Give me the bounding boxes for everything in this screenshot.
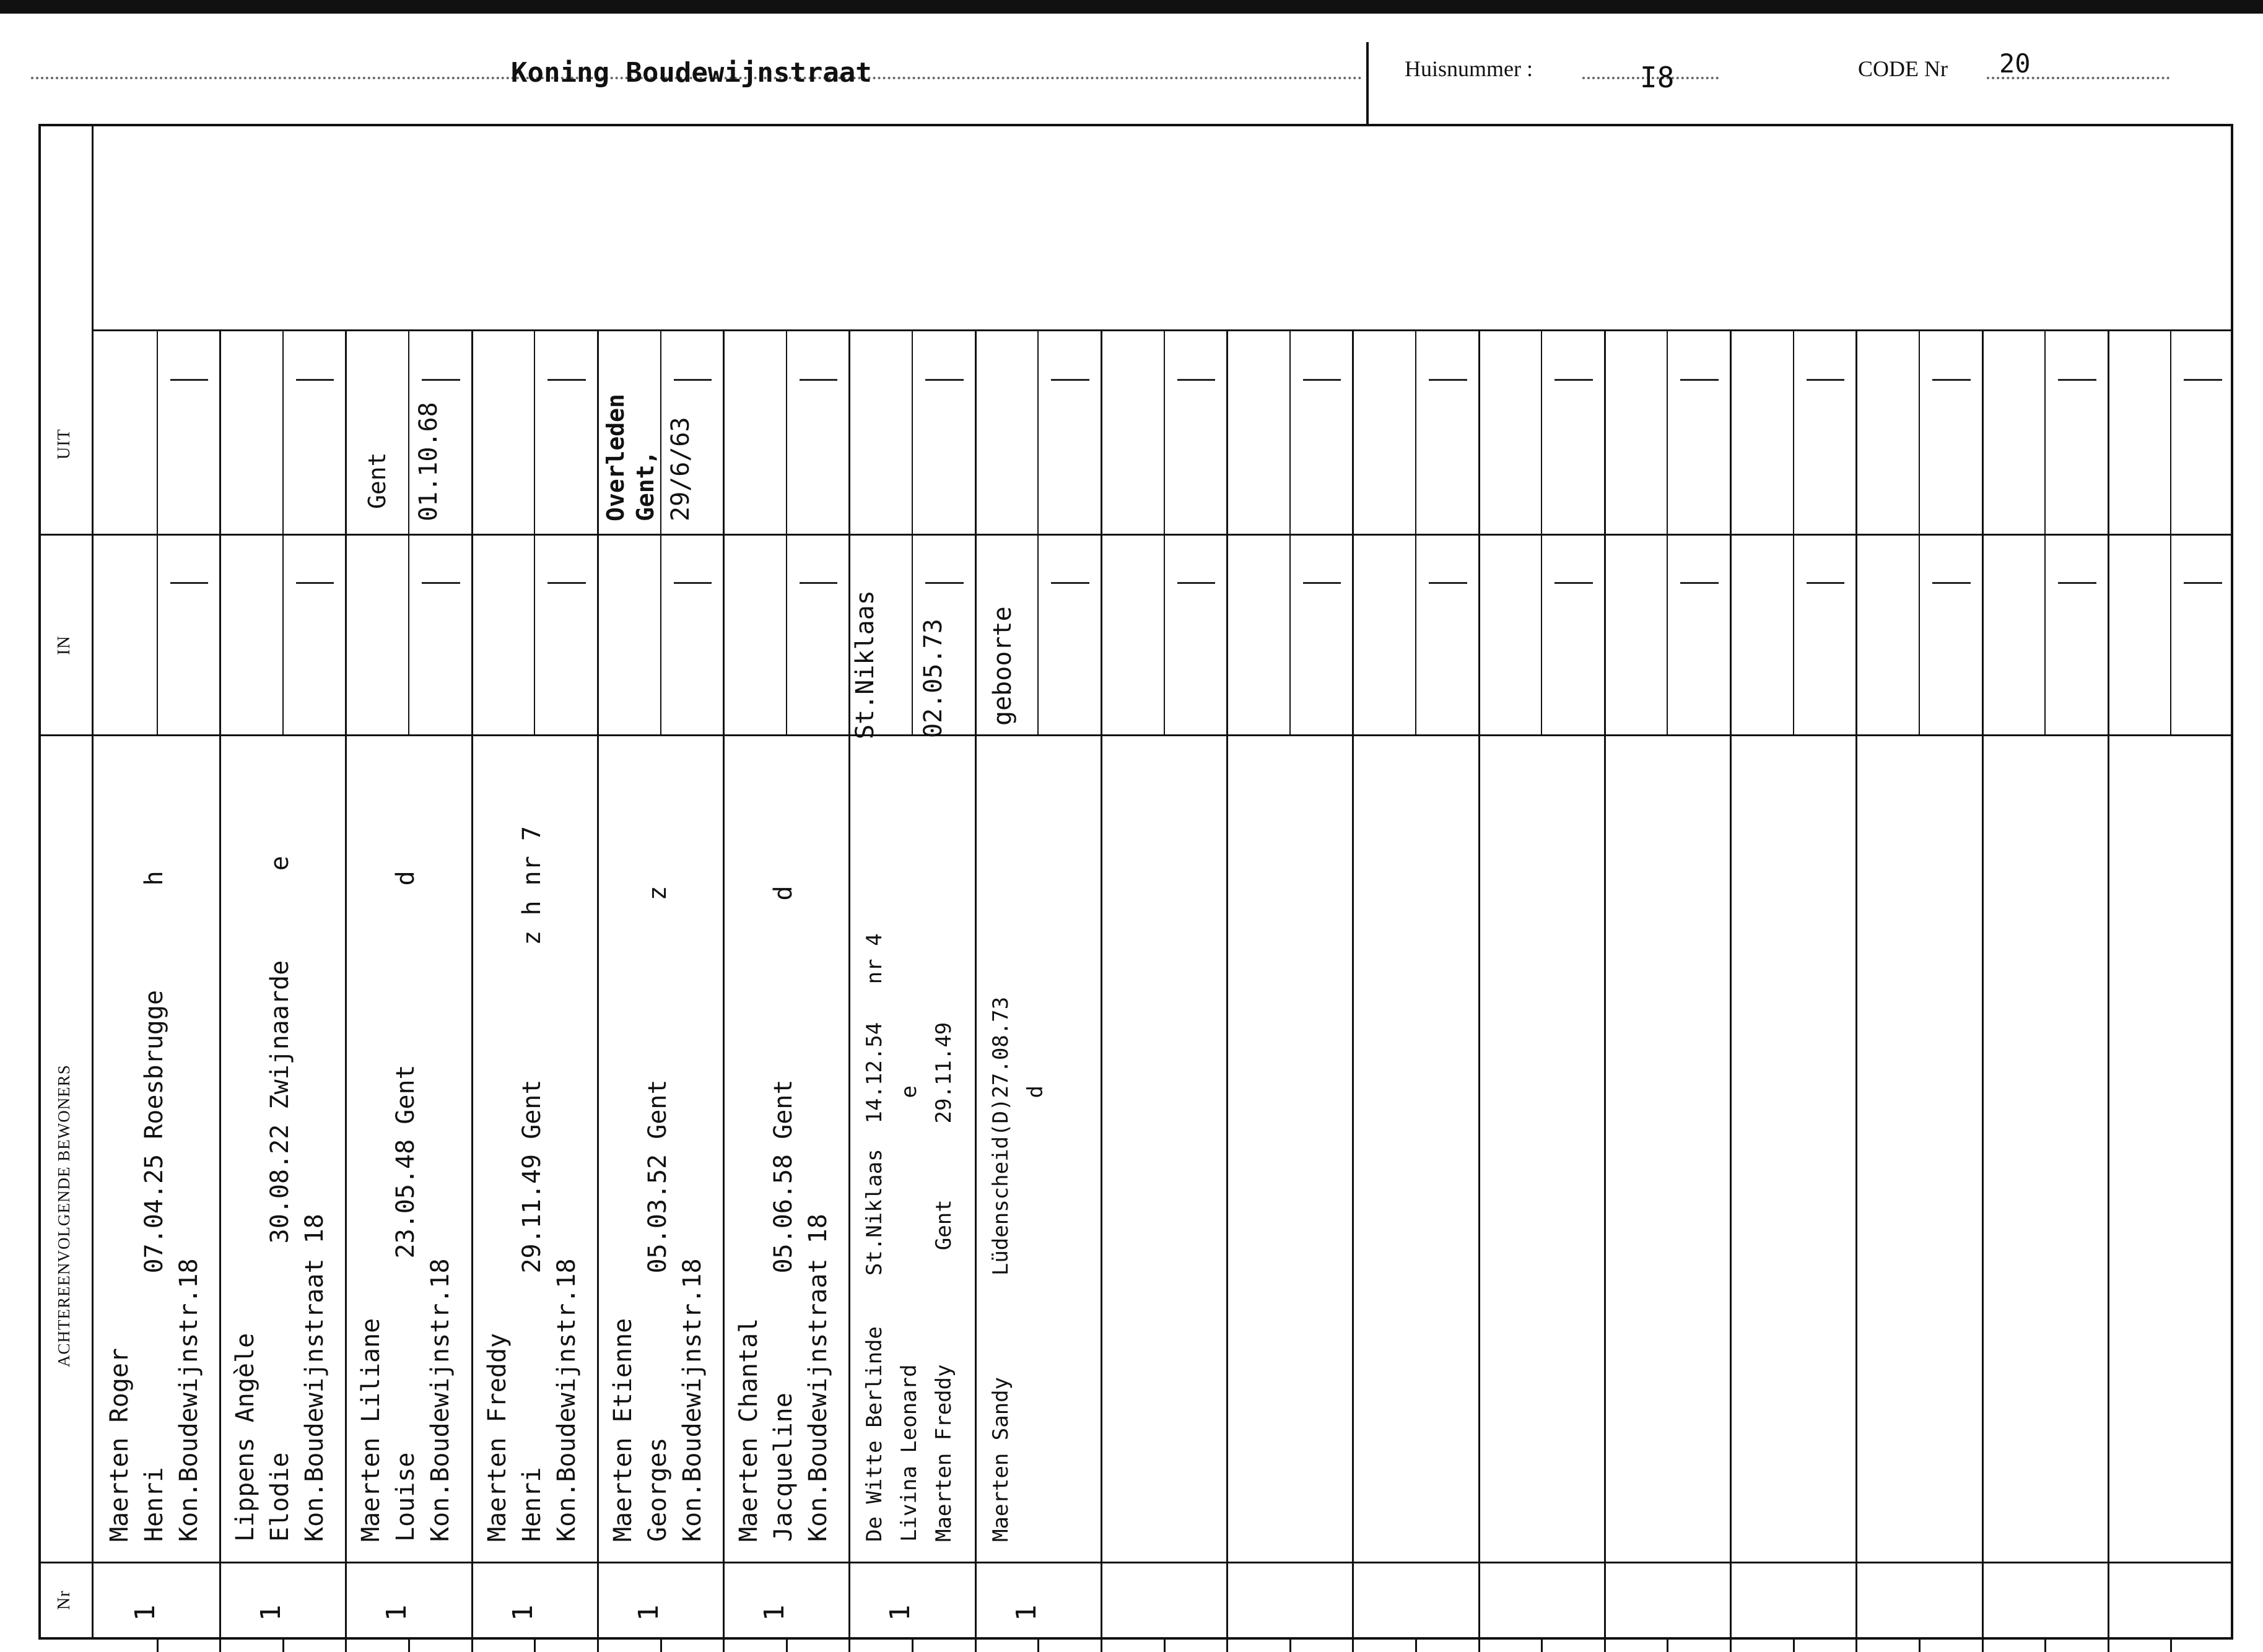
uit-dash (2184, 379, 2222, 381)
resident-line: Maerten Roger (105, 1347, 134, 1542)
resident-line: Livina Leonard e (897, 1085, 922, 1542)
nr-value: 1 (129, 1604, 161, 1621)
in-sub-divider (408, 536, 409, 734)
resident-line: d (1022, 1085, 1048, 1542)
in-sub-divider (282, 536, 284, 734)
in-sub-divider (1037, 536, 1039, 734)
uit-dash (170, 379, 209, 381)
column-divider (1855, 331, 1857, 1637)
uit-sub-divider (1415, 331, 1416, 534)
uit-in-separator (38, 534, 2233, 536)
column-divider (345, 331, 347, 1637)
column-divider (471, 331, 473, 1637)
resident-line: Maerten Freddy Gent 29.11.49 (931, 1022, 957, 1542)
uit-dash (1680, 379, 1719, 381)
resident-line: Kon.Boudewijnstraat 18 (804, 1214, 833, 1542)
bottom-tick (848, 1637, 850, 1652)
in-dash (547, 582, 586, 584)
in-sub-divider (2170, 536, 2171, 734)
bottom-tick (723, 1637, 725, 1652)
resident-line: Kon.Boudewijnstr.18 (175, 1258, 203, 1542)
bottom-tick (2044, 1637, 2046, 1652)
in-sub-divider (660, 536, 661, 734)
uit-dash (1429, 379, 1467, 381)
uit-dash (1303, 379, 1341, 381)
resident-line: Kon.Boudewijnstr.18 (678, 1258, 707, 1542)
bottom-tick (1037, 1637, 1039, 1652)
bottom-tick (345, 1637, 347, 1652)
uit-sub-divider (912, 331, 913, 534)
nr-value: 1 (507, 1604, 539, 1621)
in-dash (2058, 582, 2096, 584)
bottom-tick (1855, 1637, 1857, 1652)
in-dash (2184, 582, 2222, 584)
bottom-tick (1478, 1637, 1480, 1652)
uit-sub-divider (1037, 331, 1039, 534)
in-label: IN (55, 635, 74, 655)
resident-line: Kon.Boudewijnstr.18 (426, 1258, 455, 1542)
in-place: geboorte (988, 606, 1017, 726)
column-divider (1982, 331, 1984, 1637)
resident-line: Maerten Etienne (608, 1318, 637, 1542)
uit-dash (422, 379, 460, 381)
in-sub-divider (1164, 536, 1165, 734)
resident-line: Kon.Boudewijnstr.18 (552, 1258, 581, 1542)
bottom-tick (2108, 1637, 2109, 1652)
bottom-tick (1982, 1637, 1984, 1652)
code-label: CODE Nr (1858, 56, 1948, 81)
column-divider (219, 331, 221, 1637)
resident-line: Maerten Chantal (735, 1318, 764, 1542)
bottom-tick (1226, 1637, 1228, 1652)
bottom-tick (1919, 1637, 1921, 1652)
bottom-tick (1352, 1637, 1354, 1652)
in-sub-divider (912, 536, 913, 734)
in-dash (674, 582, 712, 584)
uit-sub-divider (1667, 331, 1668, 534)
top-border (0, 0, 2263, 14)
nr-value: 1 (884, 1604, 917, 1621)
column-divider (597, 331, 599, 1637)
bottom-tick (1289, 1637, 1291, 1652)
bottom-tick (534, 1637, 536, 1652)
in-dash (422, 582, 460, 584)
uit-dash (1051, 379, 1089, 381)
in-residents-separator (38, 734, 2233, 736)
nr-value: 1 (1010, 1604, 1042, 1621)
in-sub-divider (1667, 536, 1668, 734)
resident-line: Louise 23.05.48 Gent d (391, 871, 421, 1542)
bottom-tick (408, 1637, 410, 1652)
uit-dash (1932, 379, 1971, 381)
in-dash (1554, 582, 1593, 584)
uit-dash (296, 379, 334, 381)
uit-label: UIT (55, 428, 74, 459)
uit-dash (925, 379, 964, 381)
uit-sub-divider (534, 331, 535, 534)
in-dash (1051, 582, 1089, 584)
uit-sub-divider (1919, 331, 1920, 534)
in-sub-divider (1415, 536, 1416, 734)
uit-sub-divider (1541, 331, 1542, 534)
house-number: I8 (1640, 61, 1675, 94)
in-dash (170, 582, 209, 584)
column-divider (2108, 331, 2109, 1637)
uit-sub-divider (2170, 331, 2171, 534)
bottom-tick (2170, 1637, 2172, 1652)
uit-dash (2058, 379, 2096, 381)
bottom-tick (1164, 1637, 1166, 1652)
in-place: St.Niklaas (851, 590, 880, 739)
nr-value: 1 (632, 1604, 665, 1621)
bottom-tick (1604, 1637, 1606, 1652)
in-dash (1303, 582, 1341, 584)
uit-sub-divider (786, 331, 787, 534)
bottom-tick (1101, 1637, 1102, 1652)
in-date: 02.05.73 (919, 619, 948, 738)
in-sub-divider (157, 536, 158, 734)
uit-place: Overleden Gent, (601, 394, 659, 521)
uit-date: 29/6/63 (666, 417, 695, 521)
uit-dash (547, 379, 586, 381)
resident-line: Lippens Angèle (231, 1332, 260, 1542)
uit-dash (800, 379, 838, 381)
residents-nr-separator (38, 1562, 2233, 1563)
bottom-tick (912, 1637, 913, 1652)
bottom-tick (975, 1637, 977, 1652)
uit-dash (1807, 379, 1845, 381)
column-divider (975, 331, 977, 1637)
in-sub-divider (534, 536, 535, 734)
column-divider (1604, 331, 1606, 1637)
bottom-tick (157, 1637, 159, 1652)
in-sub-divider (1289, 536, 1291, 734)
bottom-tick (282, 1637, 284, 1652)
resident-line: De Witte Berlinde St.Niklaas 14.12.54 nr 4 (862, 933, 887, 1542)
header-divider (1366, 42, 1369, 124)
code-number: 20 (1999, 48, 2031, 79)
in-dash (1177, 582, 1216, 584)
column-divider (1478, 331, 1480, 1637)
resident-line: Henri 07.04.25 Roesbrugge h (140, 871, 168, 1542)
in-dash (1429, 582, 1467, 584)
uit-sub-divider (1164, 331, 1165, 534)
column-divider (1730, 331, 1732, 1637)
column-divider (723, 331, 725, 1637)
in-dash (1680, 582, 1719, 584)
bottom-tick (660, 1637, 662, 1652)
uit-place: Gent (364, 452, 391, 509)
uit-sub-divider (157, 331, 158, 534)
uit-sub-divider (282, 331, 284, 534)
bottom-tick (1793, 1637, 1795, 1652)
resident-line: Maerten Freddy (482, 1332, 512, 1542)
resident-line: Georges 05.03.52 Gent z (643, 885, 672, 1542)
in-dash (1807, 582, 1845, 584)
residents-label: ACHTEREENVOLGENDE BEWONERS (55, 1064, 73, 1367)
uit-date: 01.10.68 (414, 402, 443, 521)
uit-dash (674, 379, 712, 381)
nr-label: Nr (55, 1590, 74, 1610)
resident-line: Kon.Boudewijnstraat 18 (300, 1214, 329, 1542)
resident-line: Maerten Sandy Lüdenscheid(D)27.08.73 (988, 996, 1013, 1542)
bottom-tick (786, 1637, 788, 1652)
in-dash (800, 582, 838, 584)
uit-sub-divider (1289, 331, 1291, 534)
bottom-tick (471, 1637, 473, 1652)
bottom-tick (1667, 1637, 1668, 1652)
label-column-divider (92, 124, 94, 1640)
column-divider (1226, 331, 1228, 1637)
in-dash (925, 582, 964, 584)
resident-line: Maerten Liliane (357, 1318, 386, 1542)
in-sub-divider (786, 536, 787, 734)
bottom-tick (1415, 1637, 1417, 1652)
in-sub-divider (1541, 536, 1542, 734)
resident-line: Henri 29.11.49 Gent z h nr 7 (517, 826, 546, 1542)
column-divider (1352, 331, 1354, 1637)
uit-sub-divider (1793, 331, 1794, 534)
resident-line: Jacqueline 05.06.58 Gent d (769, 885, 798, 1542)
bottom-tick (597, 1637, 599, 1652)
nr-value: 1 (255, 1604, 287, 1621)
uit-sub-divider (408, 331, 409, 534)
column-divider (1101, 331, 1102, 1637)
top-blank-section-line (92, 329, 2233, 331)
nr-value: 1 (759, 1604, 791, 1621)
column-divider (848, 331, 850, 1637)
bottom-tick (219, 1637, 221, 1652)
uit-sub-divider (2044, 331, 2046, 534)
uit-dash (1554, 379, 1593, 381)
bottom-tick (1730, 1637, 1732, 1652)
bottom-tick (1541, 1637, 1543, 1652)
in-sub-divider (1919, 536, 1920, 734)
resident-line: Elodie 30.08.22 Zwijnaarde e (266, 856, 295, 1542)
house-number-label: Huisnummer : (1405, 56, 1533, 81)
in-sub-divider (1793, 536, 1794, 734)
uit-dash (1177, 379, 1216, 381)
in-dash (296, 582, 334, 584)
nr-value: 1 (381, 1604, 413, 1621)
in-sub-divider (2044, 536, 2046, 734)
in-dash (1932, 582, 1971, 584)
street-name: Koning Boudewijnstraat (511, 57, 872, 89)
